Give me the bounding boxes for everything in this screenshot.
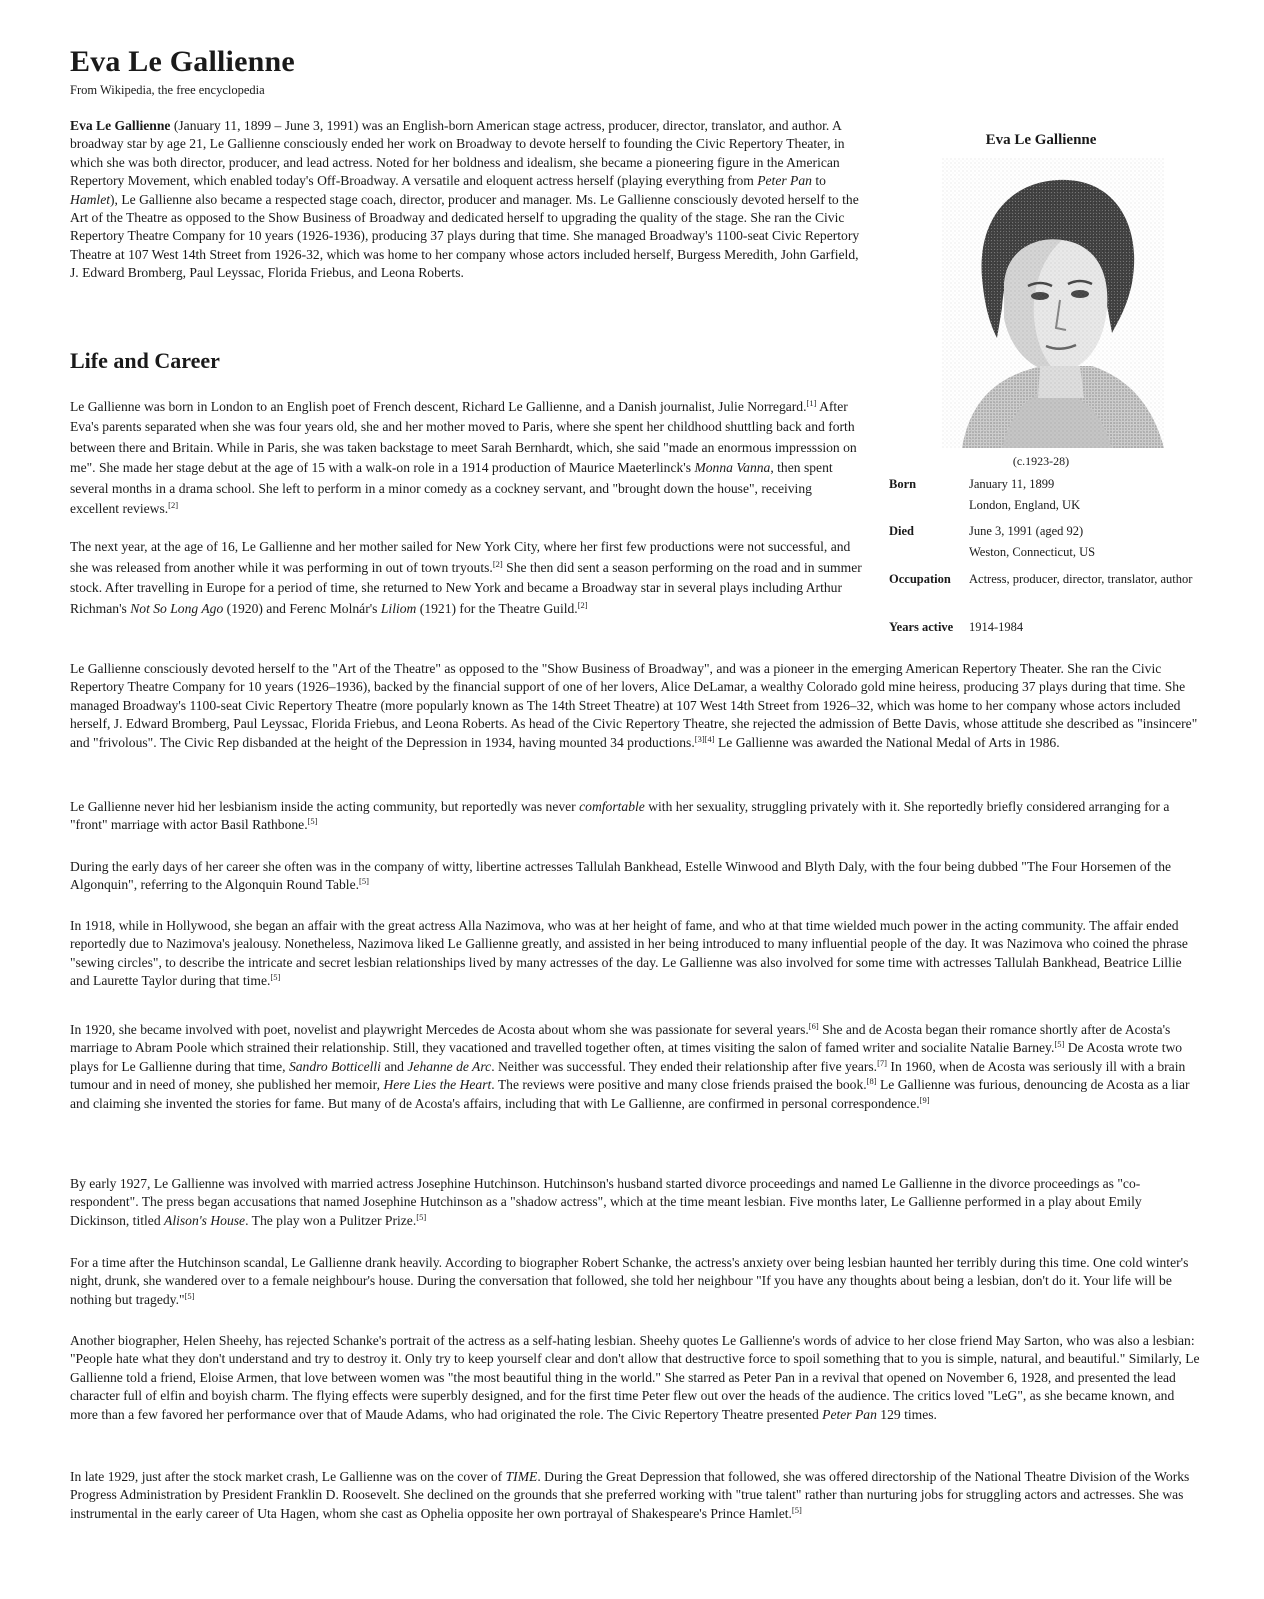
citation-link[interactable]: [5] (184, 1290, 195, 1301)
citation-link[interactable]: [3][4] (694, 733, 715, 744)
p6-text-a: In 1918, while in Hollywood, she began an affair with the great actress Alla Nazimova, who was at her height of fame, and who at that time wielded much power in the acting community. The affair ended reportedly due to Nazimova's jealousy. Nonetheless, Nazimova liked Le Gallienne greatly, and assisted in her being introduced to many influential people of the day. It was Nazimova who coined the phrase "sewing circles", to describe the intricate and secret lesbian relationships lived by many actresses of the day. Le Gallienne was also involved for some time with actresses Tallulah Bankhead, Beatrice Lillie and Laurette Taylor during that time. (70, 918, 1188, 989)
intro-text-c: ), Le Gallienne also became a respected stage coach, director, producer and manager. Ms. Le Gallienne consciously devoted herself to the Art of the Theatre as opposed to the Show Business of Broadway and dedicated herself to upgrading the quality of the stage. She ran the Civic Repertory Theatre Company for 10 years (1926-1936), producing 37 plays during that time. She managed Broadway's 1100-seat Civic Repertory Theatre at 107 West 14th Street from 1926-32, which was home to her company whose actors included herself, Burgess Meredith, John Garfield, J. Edward Bromberg, Paul Leyssac, Florida Friebus, and Leona Roberts. (70, 191, 860, 281)
citation-link[interactable]: [7] (877, 1057, 888, 1068)
p8-text-a: By early 1927, Le Gallienne was involved with married actress Josephine Hutchinson. Hutchinson's husband started divorce proceedings and named Le Gallienne in the divorce proceedings as "co-respondent". The press began accusations that named Josephine Hutchinson as a "shadow actress", which at the time meant lesbian. Five months later, Le Gallienne performed in a play about Emily Dickinson, titled (70, 1176, 1142, 1228)
born-date: January 11, 1899 (969, 477, 1055, 491)
p1-text-a: Le Gallienne was born in London to an English poet of French descent, Richard Le Gallienne, and a Danish journalist, Julie Norregard. (70, 399, 807, 414)
p2-italic-liliom: Liliom (380, 600, 417, 616)
p7-text-a: In 1920, she became involved with poet, novelist and playwright Mercedes de Acosta about whom she was passionate for several years. (70, 1022, 809, 1037)
paragraph-civic-repertory (70, 660, 1200, 752)
citation-link[interactable]: [2] (168, 500, 179, 511)
paragraph-de-acosta (70, 1021, 1200, 1113)
p11-text-a: In late 1929, just after the stock market crash, Le Gallienne was on the cover of (70, 1469, 506, 1484)
intro-italic-hamlet: Hamlet (70, 191, 111, 207)
died-label: Died (889, 524, 914, 538)
paragraph-depression (70, 1468, 1200, 1523)
p2-text-d: (1921) for the Theatre Guild. (416, 600, 578, 616)
paragraph-four-horsemen (70, 858, 1200, 895)
p7-text-h: Le Gallienne was furious, denouncing de Acosta as a liar and claiming she invented the stories for fame. But many of de Acosta's affairs, including that with Le Gallienne, are confirmed in personal correspondence. (70, 1077, 1190, 1111)
p2-text-b: She then did sent a season performing on the road and in summer stock. After travelling in Europe for a period of time, she returned to New York and became a Broadway star in several plays including Arthur Richman's (70, 559, 862, 616)
paragraph-sheehy (70, 1332, 1200, 1424)
p7-text-b: She and de Acosta began their romance shortly after de Acosta's marriage to Abram Poole which strained their relationship. Still, they vacationed and travelled together often, at times visiting the salon of famed writer and socialite Natalie Barney. (70, 1022, 1171, 1056)
citation-link[interactable]: [5] (307, 816, 318, 827)
citation-link[interactable]: [5] (791, 1504, 802, 1515)
portrait-caption: (c.1923-28) (1012, 454, 1070, 468)
intro-text-a: (January 11, 1899 – June 3, 1991) was an English-born American stage actress, producer, director, translator, and author. A broadway star by age 21, Le Gallienne consciously ended her work on Broadway to devote herself to founding the Civic Repertory Theater, in which she was both director, producer, and lead actress. Noted for her boldness and idealism, she became a pioneering figure in the American Repertory Movement, which enabled today's Off-Broadway. A versatile and eloquent actress herself (playing everything from (70, 118, 845, 189)
intro-paragraph (70, 117, 862, 283)
citation-link[interactable]: [5] (270, 972, 281, 983)
p10-text-a: Another biographer, Helen Sheehy, has rejected Schanke's portrait of the actress as a self-hating lesbian. Sheehy quotes Le Gallienne's words of advice to her close friend May Sarton, who was also a lesbian: "People hate what they don't understand and try to destroy it. Only try to keep yourself clear and don't allow that destructive force to spoil something that to you is simple, natural, and beautiful." Similarly, Le Gallienne told a friend, Eloise Armen, that love between women was "the most beautiful thing in the world." She starred as Peter Pan in a revival that opened on November 6, 1928, and presented the lead character full of elfin and boyish charm. The flying effects were superbly designed, and for the first time Peter flew out over the heads of the audience. The critics loved "LeG", as she became known, and more than a few favored her performance over that of Maude Adams, who had originated the role. The Civic Repertory Theatre presented (70, 1333, 1200, 1422)
p4-italic-comfortable: comfortable (579, 799, 645, 814)
infobox (885, 118, 1197, 650)
section-heading-life-and-career: Life and Career (70, 348, 220, 373)
p8-text-b: . The play won a Pulitzer Prize. (245, 1212, 417, 1228)
paragraph-schanke (70, 1254, 1200, 1309)
p10-italic-peter-pan: Peter Pan (822, 1406, 877, 1422)
intro-italic-peter-pan: Peter Pan (757, 173, 812, 189)
died-date: June 3, 1991 (aged 92) (969, 524, 1084, 538)
born-label: Born (889, 477, 917, 491)
p1-text-c: , then spent several months in a drama school. She left to perform in a minor comedy as a cockney servant, and "brought down the house", receiving excellent reviews. (70, 460, 833, 517)
infobox-title: Eva Le Gallienne (985, 132, 1097, 148)
citation-link[interactable]: [9] (919, 1094, 930, 1105)
citation-link[interactable]: [1] (806, 398, 817, 408)
years-active-value: 1914-1984 (969, 620, 1024, 634)
p11-italic-time: TIME (505, 1469, 538, 1484)
p1-italic-monna-vanna: Monna Vanna (694, 460, 771, 476)
infobox-row-died (889, 521, 1197, 565)
born-place[interactable]: London, England, UK (969, 498, 1081, 512)
infobox-row-born (889, 474, 1197, 518)
paragraph-nazimova (70, 917, 1200, 991)
p9-text-a: For a time after the Hutchinson scandal, Le Gallienne drank heavily. According to biographer Robert Schanke, the actress's anxiety over being lesbian haunted her terribly during this time. One cold winter's night, drunk, she wandered over to a female neighbour's house. During the conversation that followed, she told her neighbour "If you have any thoughts about being a lesbian, don't do it. Your life will be nothing but tragedy." (70, 1255, 1189, 1307)
occupation-label: Occupation (889, 572, 951, 586)
p3-text-b: Le Gallienne was awarded the National Medal of Arts in 1986. (714, 734, 1060, 750)
died-place[interactable]: Weston, Connecticut, US (969, 545, 1096, 559)
citation-link[interactable]: [8] (866, 1076, 877, 1087)
p7-text-c: De Acosta wrote two plays for Le Gallienne during that time, (70, 1040, 1183, 1074)
p7-italic-sandro-botticelli: Sandro Botticelli (288, 1058, 381, 1074)
p2-text-a: The next year, at the age of 16, Le Gallienne and her mother sailed for New York City, where her first few productions were not successful, and she was released from another while it was performing in out of town tryouts. (70, 539, 851, 575)
p7-text-e: . Neither was successful. They ended their relationship after five years. (491, 1058, 878, 1074)
p7-italic-jehanne-de-arc: Jehanne de Arc (407, 1058, 492, 1074)
paragraph-sexuality (70, 798, 1200, 835)
years-active-label: Years active (889, 620, 954, 634)
infobox-row-years-active (889, 617, 1197, 639)
p4-text-a: Le Gallienne never hid her lesbianism inside the acting community, but reportedly was never (70, 799, 580, 814)
article-title: Eva Le Gallienne (70, 45, 295, 78)
born-value (969, 474, 1197, 516)
p7-text-g: . The reviews were positive and many close friends praised the book. (491, 1077, 867, 1093)
citation-link[interactable]: [5] (416, 1211, 427, 1222)
citation-link[interactable]: [2] (492, 558, 503, 569)
citation-link[interactable]: [2] (577, 599, 588, 610)
p7-text-d: and (380, 1058, 408, 1074)
citation-link[interactable]: [6] (808, 1021, 819, 1031)
occupation-value: Actress, producer, director, translator, author (969, 572, 1193, 586)
p2-italic-not-so-long-ago: Not So Long Ago (130, 600, 224, 616)
p8-italic-alisons-house: Alison's House (164, 1212, 246, 1228)
p7-italic-here-lies-the-heart: Here Lies the Heart (383, 1077, 492, 1093)
article-subtitle: From Wikipedia, the free encyclopedia (70, 83, 265, 97)
infobox-row-occupation (889, 569, 1197, 613)
p2-text-c: (1920) and Ferenc Molnár's (223, 600, 381, 616)
p4-text-b: with her sexuality, struggling privately with it. She reportedly briefly considered arranging for a "front" marriage with actor Basil Rathbone. (70, 799, 1170, 833)
died-value (969, 521, 1197, 563)
p1-text-b: After Eva's parents separated when she was four years old, she and her mother moved to Paris, where she spent her childhood shuttling back and forth between there and Britain. While in Paris, she was taken backstage to meet Sarah Bernhardt, which, she said "made an enormous impresssion on me". She made her stage debut at the age of 15 with a walk-on role in a 1914 production of Maurice Maeterlinck's (70, 399, 857, 476)
p3-text-a: Le Gallienne consciously devoted herself to the "Art of the Theatre" as opposed to the "Show Business of Broadway", and was a pioneer in the emerging American Repertory Theater. She ran the Civic Repertory Theatre Company for 10 years (1926–1936), backed by the financial support of one of her lovers, Alice DeLamar, a wealthy Colorado gold mine heiress, producing 37 plays during that time. She managed Broadway's 1100-seat Civic Repertory Theatre (more popularly known as The 14th Street Theatre) at 107 West 14th Street from 1926–32, which was home to her company whose actors included herself, J. Edward Bromberg, Paul Leyssac, Florida Friebus, and Leona Roberts. As head of the Civic Repertory Theatre, she rejected the admission of Bette Davis, whose attitude she described as "insincere" and "frivolous". The Civic Rep disbanded at the height of the Depression in 1934, having mounted 34 productions. (70, 661, 1198, 750)
p10-text-b: 129 times. (876, 1406, 937, 1422)
p7-text-f: In 1960, when de Acosta was seriously ill with a brain tumour and in need of money, she published her memoir, (70, 1058, 1186, 1093)
p11-text-b: . During the Great Depression that followed, she was offered directorship of the National Theatre Division of the Works Progress Administration by President Franklin D. Roosevelt. She declined on the grounds that she preferred working with "true talent" rather than nurturing jobs for struggling actors and actresses. She was instrumental in the early career of Uta Hagen, whom she cast as Ophelia opposite her own portrayal of Shakespeare's Prince Hamlet. (70, 1469, 1190, 1521)
citation-link[interactable]: [5] (1054, 1039, 1065, 1050)
paragraph-new-york (70, 537, 862, 619)
portrait-photo (942, 158, 1164, 448)
p5-text-a: During the early days of her career she often was in the company of witty, libertine actresses Tallulah Bankhead, Estelle Winwood and Blyth Daly, with the four being dubbed "The Four Horsemen of the Algonquin", referring to the Algonquin Round Table. (70, 859, 1172, 893)
intro-bold-name: Eva Le Gallienne (70, 118, 171, 133)
paragraph-hutchinson (70, 1175, 1200, 1230)
intro-text-b: to (811, 173, 826, 189)
paragraph-birth (70, 397, 862, 519)
citation-link[interactable]: [5] (359, 876, 369, 887)
